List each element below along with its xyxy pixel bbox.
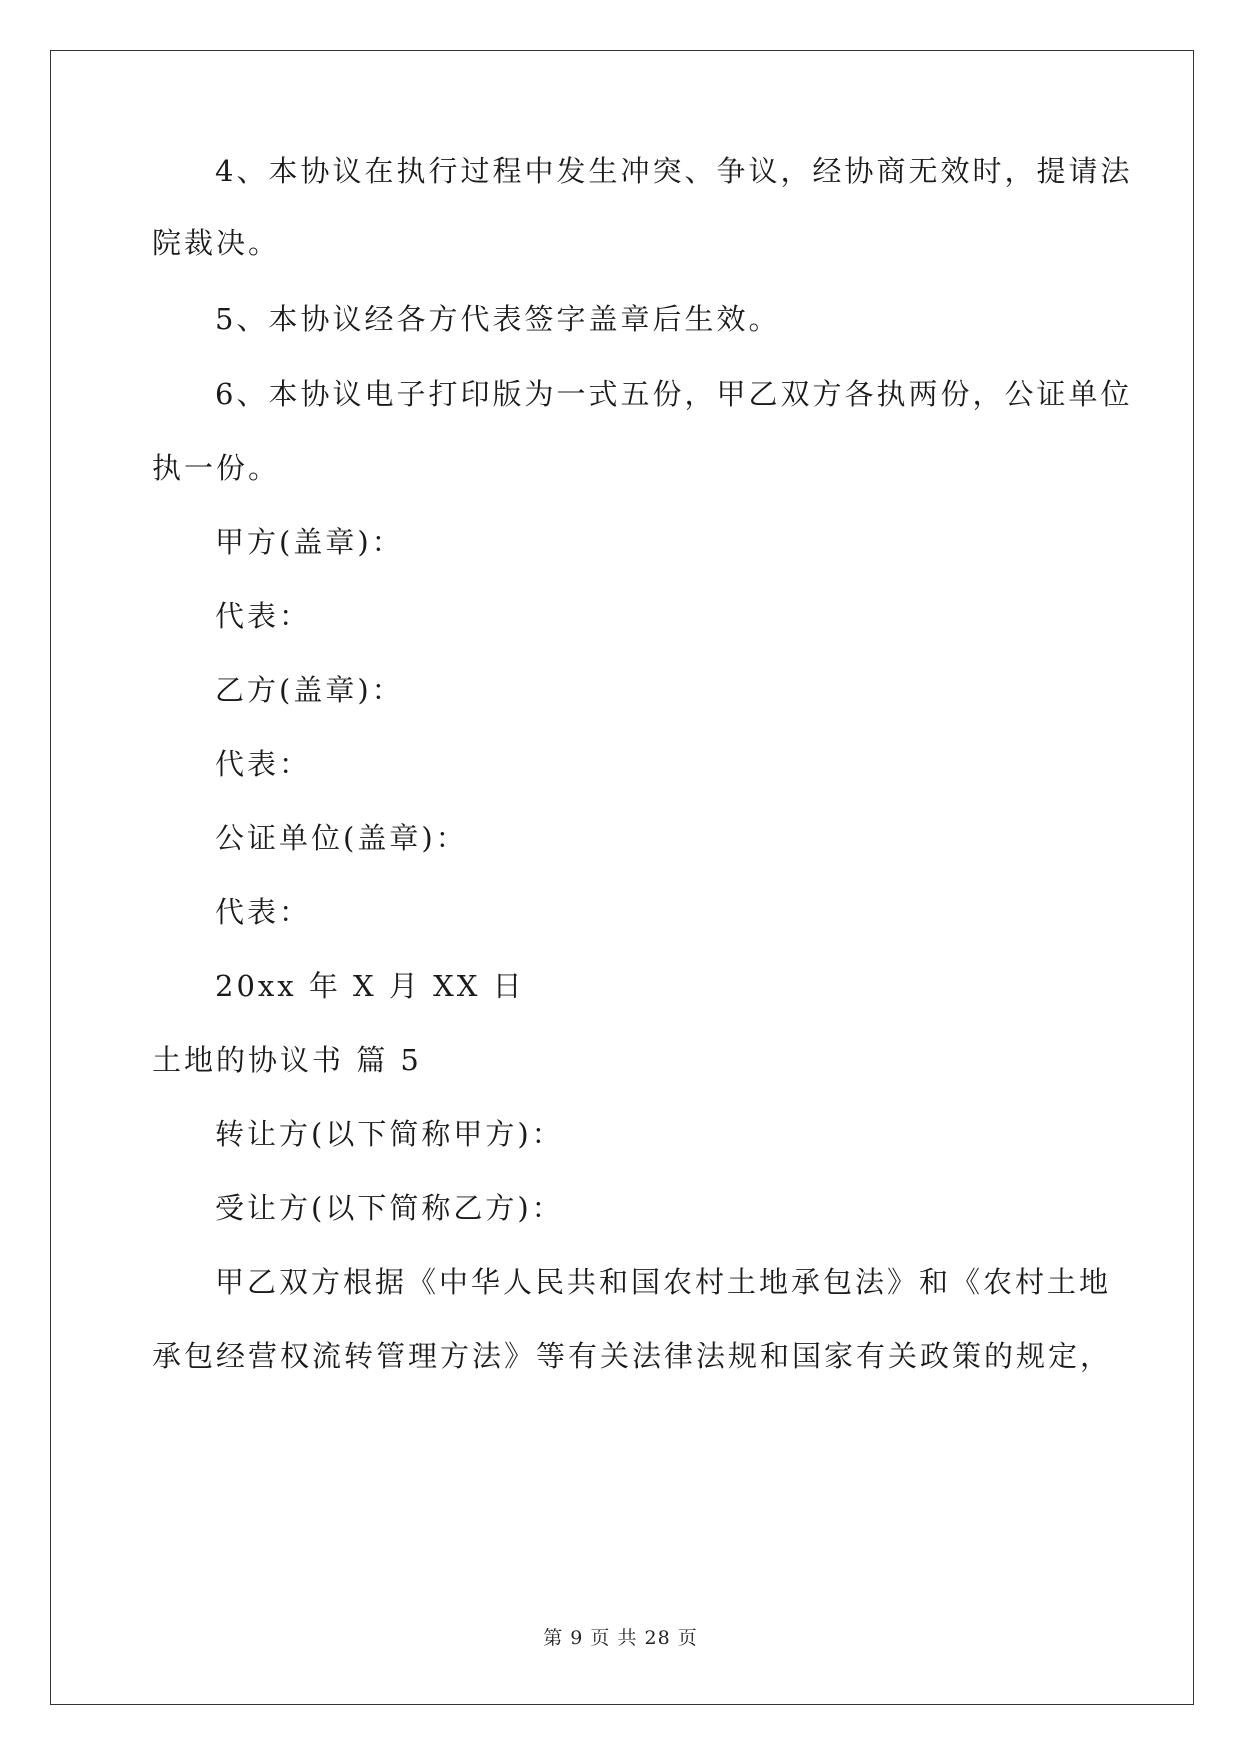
- notary-seal-label: 公证单位(盖章)：: [215, 821, 468, 855]
- paragraph-clause-6-line-1: 6、本协议电子打印版为一式五份，甲乙双方各执两份，公证单位: [215, 377, 1133, 411]
- party-a-representative-label: 代表：: [215, 599, 312, 633]
- party-a-seal-label: 甲方(盖章)：: [215, 525, 404, 559]
- paragraph-legal-basis-line-1: 甲乙双方根据《中华人民共和国农村土地承包法》和《农村土地: [215, 1265, 1112, 1299]
- paragraph-clause-4-line-2: 院裁决。: [152, 226, 281, 260]
- paragraph-clause-5: 5、本协议经各方代表签字盖章后生效。: [215, 302, 781, 336]
- paragraph-clause-4-line-1: 4、本协议在执行过程中发生冲突、争议，经协商无效时，提请法: [215, 154, 1133, 188]
- transferor-label: 转让方(以下简称甲方)：: [215, 1117, 564, 1151]
- party-b-seal-label: 乙方(盖章)：: [215, 673, 404, 707]
- party-b-representative-label: 代表：: [215, 747, 312, 781]
- page-number-footer: 第 9 页 共 28 页: [543, 1627, 698, 1649]
- section-heading: 土地的协议书 篇 5: [152, 1043, 422, 1077]
- notary-representative-label: 代表：: [215, 895, 312, 929]
- transferee-label: 受让方(以下简称乙方)：: [215, 1191, 564, 1225]
- paragraph-legal-basis-line-2: 承包经营权流转管理方法》等有关法律法规和国家有关政策的规定，: [152, 1339, 1113, 1373]
- signing-date: 20xx 年 X 月 XX 日: [215, 969, 525, 1003]
- paragraph-clause-6-line-2: 执一份。: [152, 451, 281, 485]
